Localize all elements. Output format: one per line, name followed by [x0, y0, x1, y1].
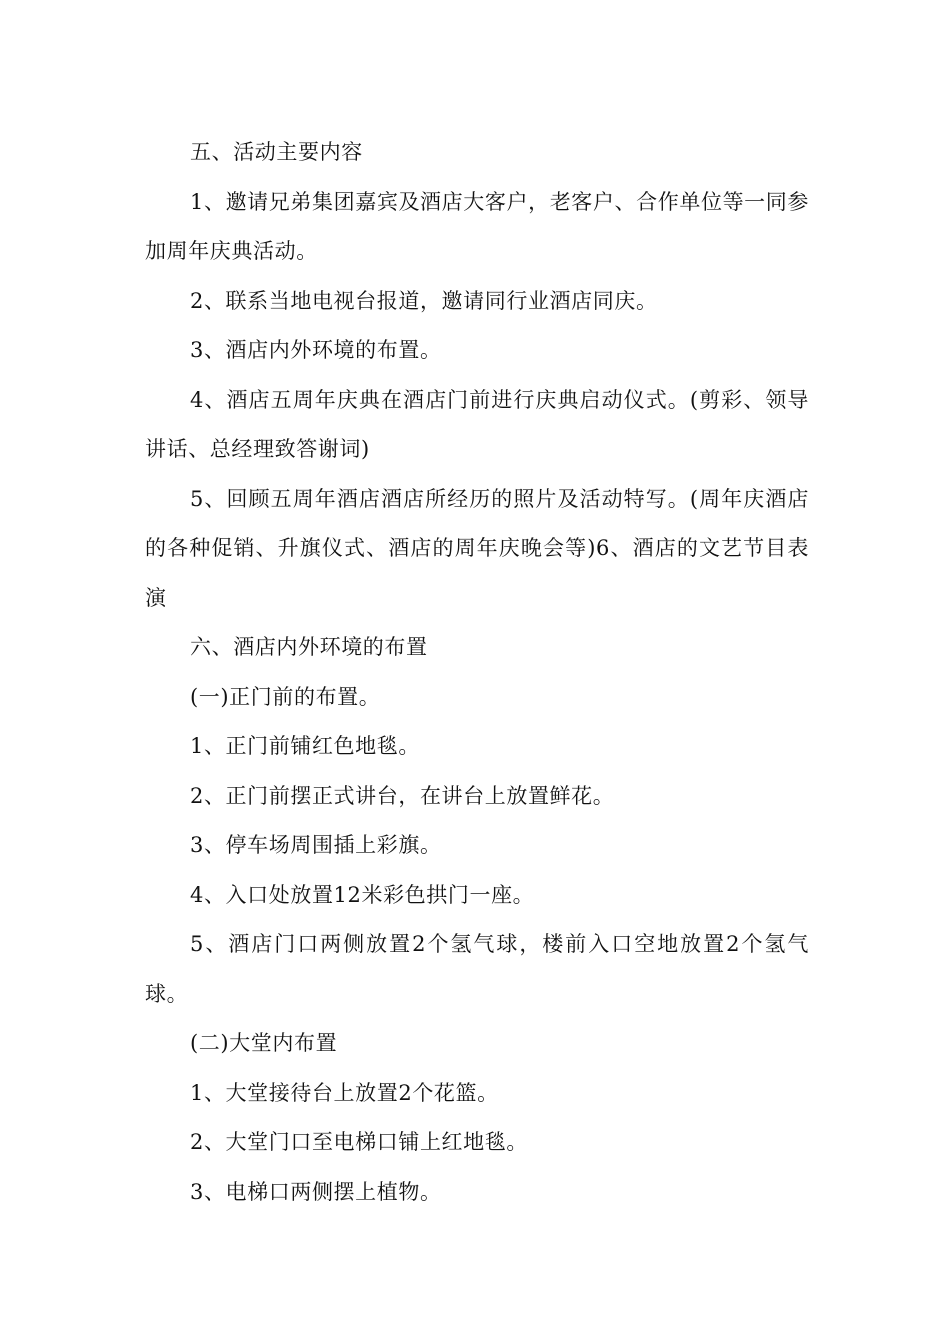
- document-body: [145, 128, 809, 1217]
- paragraph: 5、酒店门口两侧放置2个氢气球，楼前入口空地放置2个氢气球。: [145, 932, 809, 1006]
- paragraph: 4、入口处放置12米彩色拱门一座。: [190, 882, 535, 907]
- section-heading-activities: 五、活动主要内容: [190, 140, 363, 164]
- subsection-heading-entrance: (一)正门前的布置。: [190, 684, 381, 709]
- section-heading-environment: 六、酒店内外环境的布置: [190, 635, 428, 659]
- paragraph: 3、酒店内外环境的布置。: [190, 338, 442, 362]
- paragraph: 4、酒店五周年庆典在酒店门前进行庆典启动仪式。(剪彩、领导讲话、总经理致答谢词): [145, 387, 809, 461]
- subsection-heading-lobby: (二)大堂内布置: [190, 1031, 338, 1055]
- paragraph: 1、邀请兄弟集团嘉宾及酒店大客户，老客户、合作单位等一同参加周年庆典活动。: [145, 189, 809, 263]
- paragraph: 2、联系当地电视台报道，邀请同行业酒店同庆。: [190, 288, 658, 313]
- paragraph: 3、停车场周围插上彩旗。: [190, 833, 442, 857]
- paragraph: 5、回顾五周年酒店酒店所经历的照片及活动特写。(周年庆酒店的各种促销、升旗仪式、酒店的周年庆晚会等)6、酒店的文艺节目表演: [145, 486, 809, 610]
- paragraph: 1、正门前铺红色地毯。: [190, 734, 420, 758]
- paragraph: 2、大堂门口至电梯口铺上红地毯。: [190, 1130, 528, 1154]
- paragraph: 2、正门前摆正式讲台，在讲台上放置鲜花。: [190, 783, 615, 808]
- paragraph: 3、电梯口两侧摆上植物。: [190, 1179, 442, 1204]
- paragraph: 1、大堂接待台上放置2个花篮。: [190, 1080, 499, 1105]
